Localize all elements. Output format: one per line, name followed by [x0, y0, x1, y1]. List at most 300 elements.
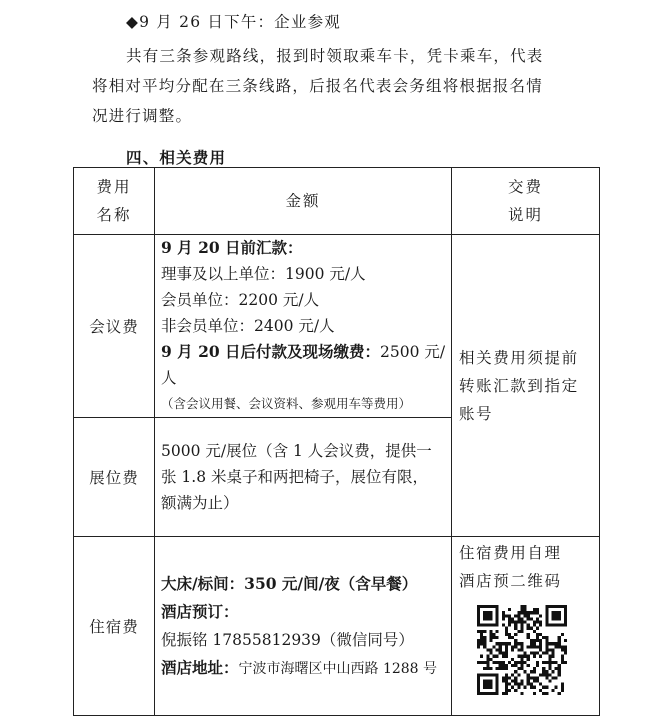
qr-module — [558, 624, 561, 627]
header-fee-name-line1: 费用 — [96, 178, 132, 196]
qr-module — [514, 624, 517, 627]
qr-module — [536, 679, 539, 682]
qr-module — [496, 679, 499, 682]
qr-module — [489, 679, 492, 682]
qr-module — [511, 636, 514, 639]
qr-module — [539, 621, 542, 624]
qr-module — [561, 689, 564, 692]
qr-module — [493, 633, 496, 636]
qr-module — [558, 611, 561, 614]
qr-module — [477, 611, 480, 614]
qr-module — [524, 621, 527, 624]
qr-module — [514, 679, 517, 682]
qr-module — [527, 655, 530, 658]
qr-module — [520, 655, 523, 658]
qr-module — [539, 639, 542, 642]
qr-module — [477, 686, 480, 689]
qr-module — [505, 652, 508, 655]
qr-module — [496, 630, 499, 633]
qr-module — [533, 630, 536, 633]
qr-module — [520, 605, 523, 608]
qr-module — [520, 627, 523, 630]
qr-module — [514, 639, 517, 642]
qr-module — [496, 683, 499, 686]
qr-module — [514, 664, 517, 667]
qr-module — [480, 692, 483, 695]
qr-module — [536, 636, 539, 639]
meeting-before-title: 9 月 20 日前汇款： — [161, 238, 303, 257]
qr-module — [489, 652, 492, 655]
qr-module — [551, 655, 554, 658]
qr-module — [480, 661, 483, 664]
qr-module — [483, 611, 486, 614]
qr-module — [517, 667, 520, 670]
qr-module — [564, 624, 567, 627]
booth-line-3: 额满为止） — [161, 494, 239, 512]
qr-module — [545, 624, 548, 627]
qr-module — [486, 661, 489, 664]
qr-module — [489, 636, 492, 639]
qr-module — [511, 673, 514, 676]
qr-module — [483, 636, 486, 639]
qr-module — [539, 689, 542, 692]
qr-module — [483, 645, 486, 648]
qr-module — [496, 692, 499, 695]
qr-module — [527, 617, 530, 620]
qr-module — [508, 661, 511, 664]
qr-module — [508, 683, 511, 686]
qr-module — [480, 636, 483, 639]
qr-module — [564, 645, 567, 648]
qr-module — [496, 676, 499, 679]
qr-module — [508, 614, 511, 617]
qr-module — [555, 686, 558, 689]
qr-module — [496, 673, 499, 676]
qr-module — [499, 642, 502, 645]
qr-module — [551, 670, 554, 673]
qr-module — [530, 617, 533, 620]
qr-module — [542, 686, 545, 689]
qr-module — [486, 683, 489, 686]
qr-module — [486, 611, 489, 614]
qr-module — [483, 642, 486, 645]
qr-module — [496, 667, 499, 670]
qr-module — [551, 661, 554, 664]
qr-module — [493, 673, 496, 676]
qr-module — [483, 624, 486, 627]
qr-module — [511, 645, 514, 648]
qr-module — [536, 652, 539, 655]
qr-module — [486, 605, 489, 608]
qr-module — [524, 686, 527, 689]
qr-module — [480, 633, 483, 636]
qr-module — [477, 645, 480, 648]
qr-module — [486, 679, 489, 682]
qr-module — [505, 679, 508, 682]
qr-module — [539, 683, 542, 686]
qr-module — [551, 642, 554, 645]
qr-module — [496, 624, 499, 627]
qr-module — [561, 658, 564, 661]
qr-module — [548, 624, 551, 627]
qr-module — [561, 683, 564, 686]
qr-module — [477, 692, 480, 695]
qr-module — [483, 673, 486, 676]
qr-module — [539, 673, 542, 676]
lodging-note-line2: 酒店预二维码 — [459, 572, 562, 590]
qr-module — [545, 686, 548, 689]
qr-module — [545, 617, 548, 620]
lodging-note-line1: 住宿费用自理 — [459, 544, 562, 562]
qr-module — [545, 670, 548, 673]
qr-module — [542, 636, 545, 639]
qr-module — [524, 670, 527, 673]
qr-module — [489, 673, 492, 676]
qr-module — [558, 670, 561, 673]
qr-module — [530, 645, 533, 648]
qr-module — [533, 645, 536, 648]
qr-module — [542, 661, 545, 664]
qr-module — [545, 608, 548, 611]
qr-module — [551, 652, 554, 655]
qr-module — [555, 614, 558, 617]
qr-module — [508, 617, 511, 620]
meeting-includes: （含会议用餐、会议资料、参观用车等费用） — [161, 396, 412, 411]
qr-module — [493, 655, 496, 658]
meeting-tier-2: 会员单位：2200 元/人 — [161, 291, 320, 309]
booth-fee-name: 展位费 — [74, 418, 155, 537]
qr-module — [539, 648, 542, 651]
qr-module — [530, 670, 533, 673]
qr-module — [536, 664, 539, 667]
qr-module — [555, 676, 558, 679]
qr-module — [511, 658, 514, 661]
qr-module — [561, 686, 564, 689]
qr-module — [496, 617, 499, 620]
meeting-tier-3: 非会员单位：2400 元/人 — [161, 317, 335, 335]
qr-module — [489, 633, 492, 636]
qr-module — [514, 676, 517, 679]
qr-module — [536, 627, 539, 630]
qr-module — [517, 611, 520, 614]
qr-module — [493, 624, 496, 627]
qr-module — [524, 611, 527, 614]
qr-module — [486, 667, 489, 670]
qr-module — [477, 605, 480, 608]
qr-module — [502, 652, 505, 655]
qr-module — [527, 627, 530, 630]
qr-module — [533, 676, 536, 679]
qr-module — [527, 664, 530, 667]
qr-module — [505, 676, 508, 679]
qr-module — [520, 608, 523, 611]
qr-module — [536, 617, 539, 620]
lodging-room-rate: 大床/标间：350 元/间/夜（含早餐） — [161, 573, 418, 593]
meeting-after-line — [161, 339, 451, 391]
qr-module — [505, 664, 508, 667]
qr-module — [558, 636, 561, 639]
qr-module — [517, 621, 520, 624]
qr-module — [477, 679, 480, 682]
qr-module — [514, 661, 517, 664]
qr-module — [527, 611, 530, 614]
qr-module — [548, 673, 551, 676]
qr-module — [514, 614, 517, 617]
qr-module — [561, 633, 564, 636]
qr-module — [486, 673, 489, 676]
qr-module — [489, 686, 492, 689]
qr-module — [539, 645, 542, 648]
qr-module — [505, 686, 508, 689]
qr-module — [524, 655, 527, 658]
qr-module — [551, 605, 554, 608]
qr-module — [558, 645, 561, 648]
qr-module — [520, 624, 523, 627]
qr-module — [520, 667, 523, 670]
qr-module — [483, 679, 486, 682]
qr-module — [514, 633, 517, 636]
qr-module — [483, 639, 486, 642]
qr-module — [533, 655, 536, 658]
qr-module — [496, 621, 499, 624]
qr-module — [558, 642, 561, 645]
qr-module — [558, 605, 561, 608]
qr-module — [539, 614, 542, 617]
qr-module — [496, 614, 499, 617]
qr-module — [483, 630, 486, 633]
qr-module — [536, 639, 539, 642]
qr-module — [564, 652, 567, 655]
qr-module — [483, 617, 486, 620]
qr-module — [520, 683, 523, 686]
qr-module — [539, 633, 542, 636]
qr-module — [551, 624, 554, 627]
qr-module — [524, 614, 527, 617]
qr-module — [493, 661, 496, 664]
qr-module — [477, 642, 480, 645]
qr-module — [502, 661, 505, 664]
qr-module — [558, 692, 561, 695]
qr-module — [545, 621, 548, 624]
meeting-after-label: 9 月 20 日后付款及现场缴费： — [161, 342, 381, 361]
qr-module — [486, 664, 489, 667]
qr-module — [520, 664, 523, 667]
qr-module — [502, 624, 505, 627]
qr-module — [548, 648, 551, 651]
qr-module — [551, 689, 554, 692]
qr-module — [489, 611, 492, 614]
qr-module — [520, 630, 523, 633]
header-note-line1: 交费 — [507, 178, 543, 196]
qr-module — [477, 621, 480, 624]
qr-module — [489, 630, 492, 633]
qr-module — [530, 683, 533, 686]
qr-module — [551, 648, 554, 651]
qr-module — [489, 648, 492, 651]
qr-module — [545, 645, 548, 648]
intro-line-1: ◆9 月 26 日下午：企业参观 — [126, 13, 341, 31]
qr-module — [496, 648, 499, 651]
qr-module — [545, 692, 548, 695]
qr-module — [496, 686, 499, 689]
qr-module — [530, 611, 533, 614]
qr-module — [524, 652, 527, 655]
qr-module — [527, 633, 530, 636]
qr-module — [502, 664, 505, 667]
lodging-fee-amount — [155, 537, 452, 716]
booth-line-1: 5000 元/展位（含 1 人会议费，提供一 — [161, 442, 432, 460]
qr-module — [511, 664, 514, 667]
qr-module — [505, 673, 508, 676]
qr-module — [493, 645, 496, 648]
qr-module — [527, 676, 530, 679]
qr-module — [545, 639, 548, 642]
qr-module — [520, 642, 523, 645]
qr-module — [530, 676, 533, 679]
qr-module — [496, 608, 499, 611]
qr-module — [508, 624, 511, 627]
qr-module — [520, 692, 523, 695]
qr-module — [486, 614, 489, 617]
qr-module — [496, 655, 499, 658]
qr-module — [489, 617, 492, 620]
qr-module — [520, 679, 523, 682]
qr-module — [477, 683, 480, 686]
qr-module — [545, 648, 548, 651]
qr-module — [545, 605, 548, 608]
qr-module — [520, 617, 523, 620]
qr-module — [533, 639, 536, 642]
qr-module — [505, 689, 508, 692]
qr-module — [477, 614, 480, 617]
qr-module — [480, 673, 483, 676]
qr-module — [530, 652, 533, 655]
qr-module — [496, 605, 499, 608]
qr-module — [508, 608, 511, 611]
qr-module — [533, 679, 536, 682]
lodging-address-line — [161, 654, 451, 683]
qr-module — [545, 614, 548, 617]
qr-module — [555, 611, 558, 614]
lodging-address: 宁波市海曙区中山西路 1288 号 — [238, 660, 438, 677]
qr-module — [489, 658, 492, 661]
qr-module — [486, 648, 489, 651]
qr-module — [520, 621, 523, 624]
qr-module — [561, 645, 564, 648]
qr-module — [561, 655, 564, 658]
qr-module — [499, 664, 502, 667]
qr-module — [483, 667, 486, 670]
qr-module — [514, 683, 517, 686]
qr-module — [558, 639, 561, 642]
table-row-lodging — [74, 537, 600, 716]
qr-module — [511, 648, 514, 651]
qr-module — [527, 683, 530, 686]
qr-module — [502, 642, 505, 645]
qr-module — [486, 686, 489, 689]
qr-module — [558, 667, 561, 670]
qr-module — [480, 642, 483, 645]
qr-module — [542, 692, 545, 695]
qr-module — [524, 608, 527, 611]
qr-module — [533, 624, 536, 627]
qr-module — [530, 639, 533, 642]
qr-module — [493, 692, 496, 695]
qr-module — [514, 642, 517, 645]
qr-module — [533, 692, 536, 695]
qr-module — [517, 648, 520, 651]
lodging-fee-name: 住宿费 — [74, 537, 155, 716]
qr-module — [493, 636, 496, 639]
qr-module — [524, 605, 527, 608]
fee-table — [73, 167, 600, 716]
qr-module — [564, 639, 567, 642]
qr-module — [564, 608, 567, 611]
qr-module — [561, 661, 564, 664]
qr-module — [517, 617, 520, 620]
qr-module — [527, 658, 530, 661]
qr-module — [477, 661, 480, 664]
qr-module — [539, 655, 542, 658]
intro-line-4: 况进行调整。 — [92, 107, 193, 125]
qr-module — [502, 655, 505, 658]
qr-module — [496, 689, 499, 692]
qr-module — [533, 667, 536, 670]
qr-module — [493, 605, 496, 608]
qr-module — [558, 673, 561, 676]
qr-module — [505, 683, 508, 686]
qr-module — [489, 692, 492, 695]
qr-module — [533, 652, 536, 655]
qr-module — [489, 614, 492, 617]
qr-module — [551, 611, 554, 614]
qr-module — [496, 661, 499, 664]
hotel-qr-code[interactable] — [477, 605, 567, 695]
qr-module — [517, 673, 520, 676]
qr-module — [555, 605, 558, 608]
qr-module — [502, 667, 505, 670]
qr-module — [561, 648, 564, 651]
qr-module — [511, 621, 514, 624]
qr-module — [558, 614, 561, 617]
qr-module — [539, 642, 542, 645]
qr-module — [496, 636, 499, 639]
qr-module — [561, 605, 564, 608]
qr-module — [489, 667, 492, 670]
qr-module — [520, 648, 523, 651]
qr-module — [477, 630, 480, 633]
qr-module — [548, 655, 551, 658]
qr-module — [520, 661, 523, 664]
qr-module — [505, 642, 508, 645]
header-amount: 金额 — [155, 168, 452, 235]
qr-module — [548, 664, 551, 667]
qr-module — [508, 676, 511, 679]
qr-code-icon — [477, 605, 567, 695]
qr-module — [480, 624, 483, 627]
qr-module — [511, 679, 514, 682]
qr-module — [555, 667, 558, 670]
qr-module — [508, 689, 511, 692]
qr-module — [533, 670, 536, 673]
qr-module — [542, 670, 545, 673]
qr-module — [545, 673, 548, 676]
qr-module — [511, 686, 514, 689]
qr-module — [533, 611, 536, 614]
qr-module — [477, 676, 480, 679]
qr-module — [542, 652, 545, 655]
payment-note — [452, 235, 600, 537]
